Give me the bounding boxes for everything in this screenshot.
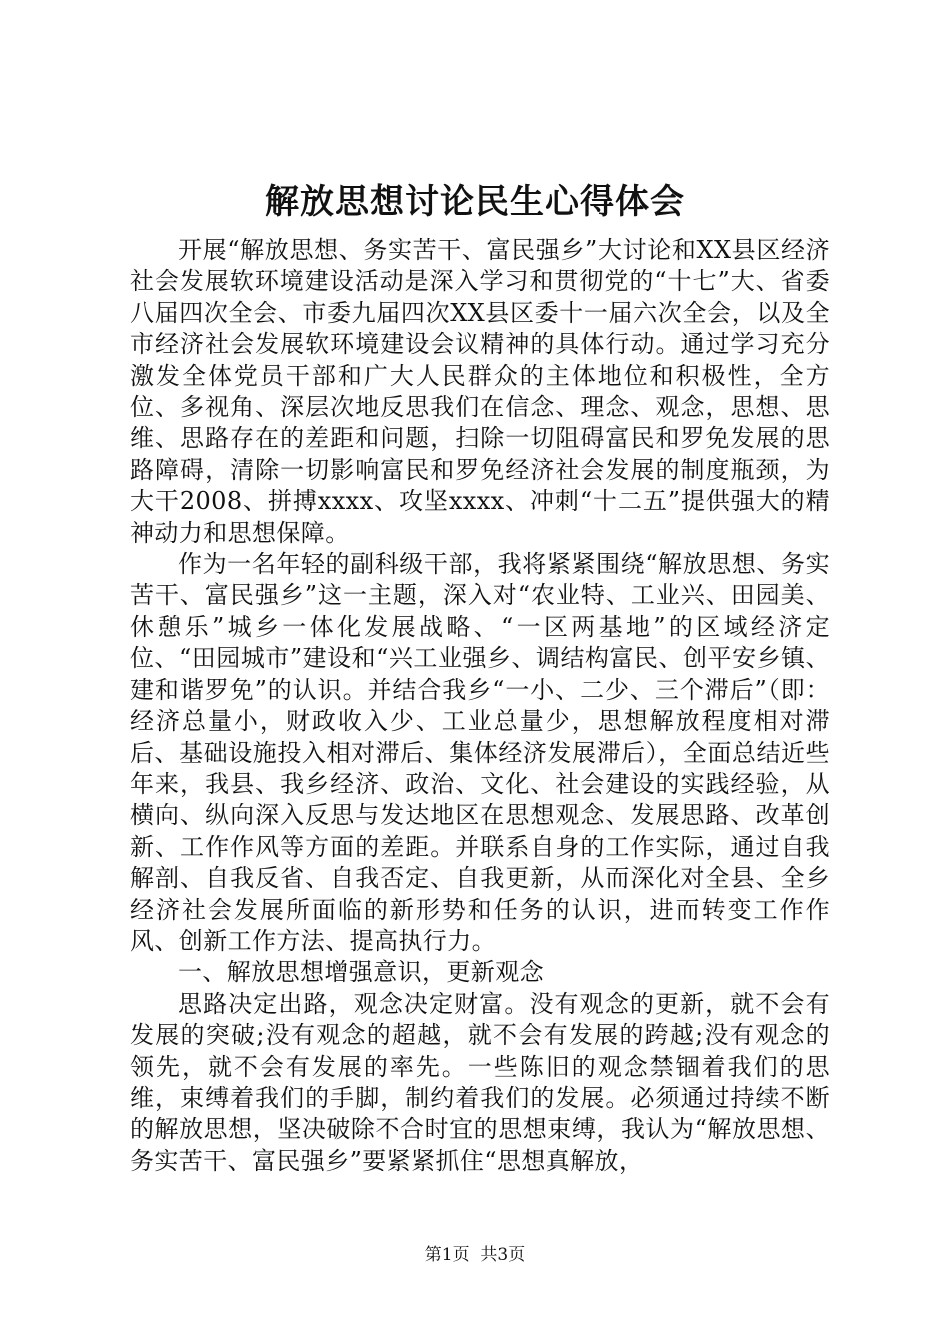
- document-body: [130, 235, 830, 1177]
- page-number: 第1页: [424, 1245, 470, 1265]
- page-total: 共3页: [480, 1245, 526, 1265]
- paragraph-mindset: 思路决定出路，观念决定财富。没有观念的更新，就不会有发展的突破;没有观念的超越，就不会有发展的跨越;没有观念的领先，就不会有发展的率先。一些陈旧的观念禁锢着我们的思维，束缚着我们的手脚，制约着我们的发展。必须通过持续不断的解放思想，坚决破除不合时宜的思想束缚，我认为“解放思想、务实苦干、富民强乡”要紧紧抓住“思想真解放，: [130, 989, 830, 1175]
- paragraph-commitment: 作为一名年轻的副科级干部，我将紧紧围绕“解放思想、务实苦干、富民强乡”这一主题，深入对“农业特、工业兴、田园美、休憩乐”城乡一体化发展战略、“一区两基地”的区域经济定位、“田园城市”建设和“兴工业强乡、调结构富民、创平安乡镇、建和谐罗免”的认识。并结合我乡“一小、二少、三个滞后”（即：经济总量小，财政收入少、工业总量少，思想解放程度相对滞后、基础设施投入相对滞后、集体经济发展滞后），全面总结近些年来，我县、我乡经济、政治、文化、社会建设的实践经验，从横向、纵向深入反思与发达地区在思想观念、发展思路、改革创新、工作作风等方面的差距。并联系自身的工作实际，通过自我解剖、自我反省、自我否定、自我更新，从而深化对全县、全乡经济社会发展所面临的新形势和任务的认识，进而转变工作作风、创新工作方法、提高执行力。: [130, 550, 830, 955]
- section-heading-1: 一、解放思想增强意识，更新观念: [178, 958, 544, 987]
- document-title: 解放思想讨论民生心得体会: [265, 182, 685, 222]
- page-footer: [0, 1244, 950, 1266]
- paragraph-intro: 开展“解放思想、务实苦干、富民强乡”大讨论和XX县区经济社会发展软环境建设活动是深入学习和贯彻党的“十七”大、省委八届四次全会、市委九届四次XX县区委十一届六次全会，以及全市经济社会发展软环境建设会议精神的具体行动。通过学习充分激发全体党员干部和广大人民群众的主体地位和积极性，全方位、多视角、深层次地反思我们在信念、理念、观念，思想、思维、思路存在的差距和问题，扫除一切阻碍富民和罗免发展的思路障碍，清除一切影响富民和罗免经济社会发展的制度瓶颈，为大干2008、拼搏xxxx、攻坚xxxx、冲刺“十二五”提供强大的精神动力和思想保障。: [130, 236, 830, 547]
